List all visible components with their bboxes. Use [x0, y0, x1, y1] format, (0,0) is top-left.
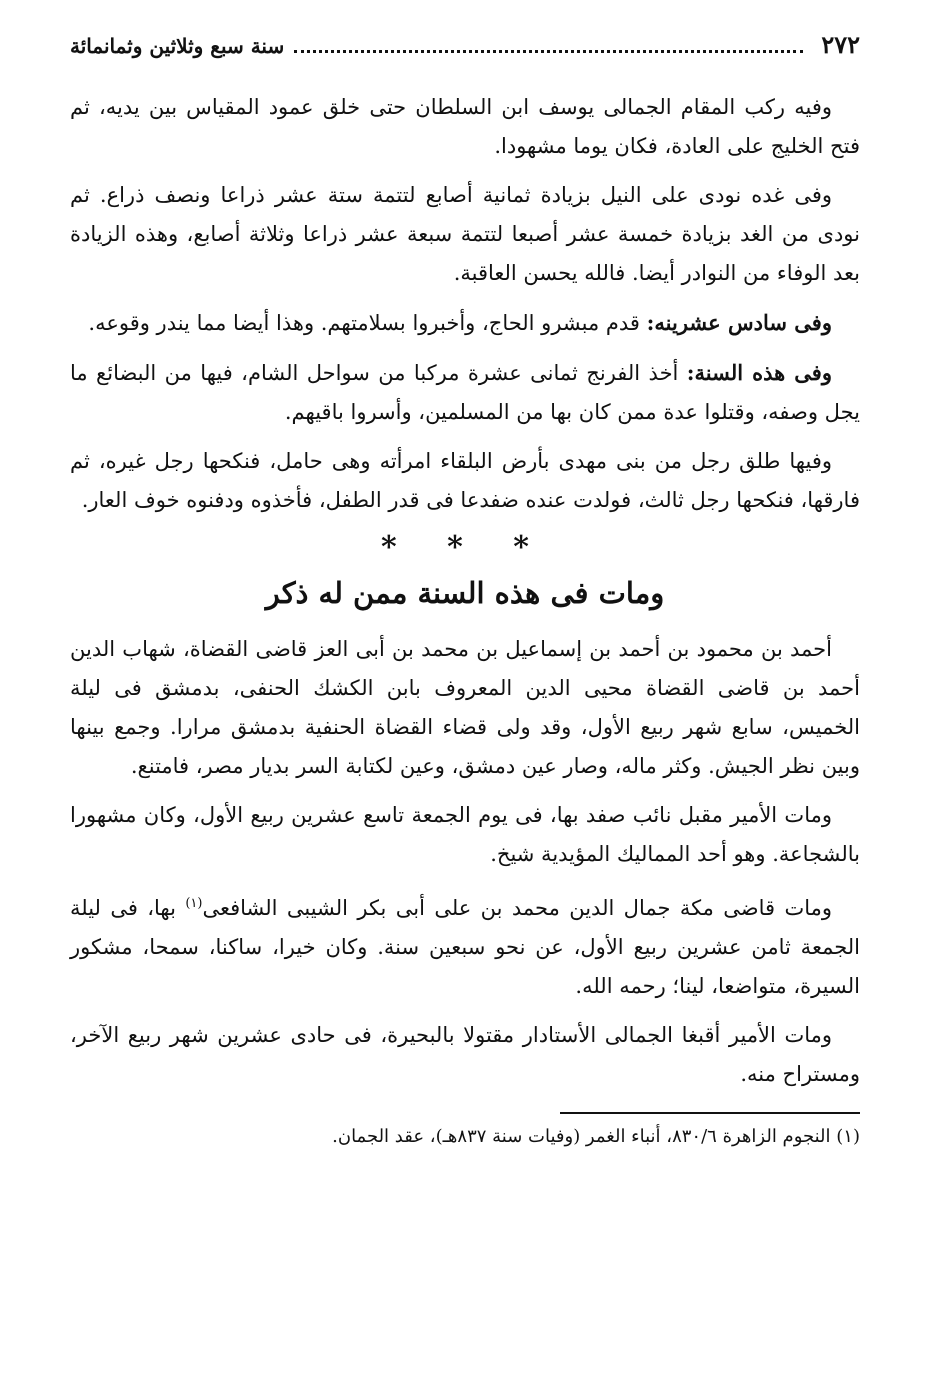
obituary-paragraph — [70, 630, 860, 786]
footnote-marker: (١) — [185, 896, 203, 911]
obituary-paragraph — [70, 884, 860, 1006]
header-dot-leader — [294, 50, 803, 53]
paragraph-text: ومات الأمير أقبغا الجمالى الأستادار مقتولا بالبحيرة، فى حادى عشرين شهر ربيع الآخر، ومستراح منه. — [70, 1023, 860, 1086]
paragraph-text: قدم مبشرو الحاج، وأخبروا بسلامتهم. وهذا أيضا مما يندر وقوعه. — [88, 311, 647, 335]
section-separator: * * * — [381, 530, 549, 565]
paragraph-text: ومات الأمير مقبل نائب صفد بها، فى يوم الجمعة تاسع عشرين ربيع الأول، وكان مشهورا بالشجاعة. وهو أحد المماليك المؤيدية شيخ. — [70, 803, 860, 866]
paragraph-text: وفى غده نودى على النيل بزيادة ثمانية أصابع لتتمة ستة عشر ذراعا ونصف ذراع. ثم نودى من الغد بزيادة خمسة عشر أصبعا لتتمة سبعة عشر ذراعا وثلاثة أصابع، وهذه الزيادة بعد الوفاء من النوادر أيضا. فالله يحسن العاقبة. — [70, 183, 860, 285]
footnote: (١) النجوم الزاهرة ٨٣٠/٦، أنباء الغمر (وفيات سنة ٨٣٧هـ)، عقد الجمان. — [332, 1126, 860, 1147]
page-number: ٢٧٢ — [821, 30, 860, 59]
paragraph — [70, 353, 860, 432]
paragraph-lead: وفى سادس عشرينه: — [646, 310, 832, 335]
obituary-paragraph — [70, 796, 860, 874]
paragraph — [70, 442, 860, 520]
paragraph — [70, 88, 860, 166]
paragraph-text: ومات قاضى مكة جمال الدين محمد بن على أبى بكر الشيبى الشافعى — [202, 896, 833, 920]
paragraph-lead: وفى هذه السنة: — [686, 360, 832, 385]
paragraph — [70, 303, 860, 343]
paragraph-text: وفيه ركب المقام الجمالى يوسف ابن السلطان حتى خلق عمود المقياس بين يديه، ثم فتح الخليج على العادة، فكان يوما مشهودا. — [70, 95, 860, 158]
paragraph-text: أخذ الفرنج ثمانى عشرة مركبا من سواحل الشام، فيها من البضائع ما يجل وصفه، وقتلوا عدة ممن كان بها من المسلمين، وأسروا باقيهم. — [70, 361, 860, 424]
running-header — [70, 30, 860, 66]
page — [70, 30, 860, 1162]
paragraph-text: بها، فى ليلة الجمعة ثامن عشرين ربيع الأول، عن نحو سبعين سنة. وكان خيرا، ساكنا، سمحا، مشكور السيرة، متواضعا، لينا؛ رحمه الله. — [70, 896, 860, 998]
paragraph — [70, 176, 860, 293]
paragraph-text: أحمد بن محمود بن أحمد بن إسماعيل بن محمد بن أبى العز قاضى القضاة، شهاب الدين أحمد بن قاضى القضاة محيى الدين المعروف بابن الكشك الحنفى، بدمشق فى ليلة الخميس، سابع شهر ربيع الأول، وقد ولى قضاء القضاة الحنفية بدمشق مرارا. وجمع بينها وبين نظر الجيش. وكثر ماله، وصار عين دمشق، وعين لكتابة السر بديار مصر، فامتنع. — [70, 637, 860, 778]
footnote-rule — [560, 1112, 860, 1114]
obituary-paragraph — [70, 1016, 860, 1094]
running-header-title: سنة سبع وثلاثين وثمانمائة — [70, 34, 285, 58]
section-title: ومات فى هذه السنة ممن له ذكر — [265, 576, 665, 610]
paragraph-text: وفيها طلق رجل من بنى مهدى بأرض البلقاء امرأته وهى حامل، فنكحها رجل غيره، ثم فارقها، فنكحها رجل ثالث، فولدت عنده ضفدعا فى قدر الطفل، فأخذوه ودفنوه خوف العار. — [70, 449, 860, 512]
